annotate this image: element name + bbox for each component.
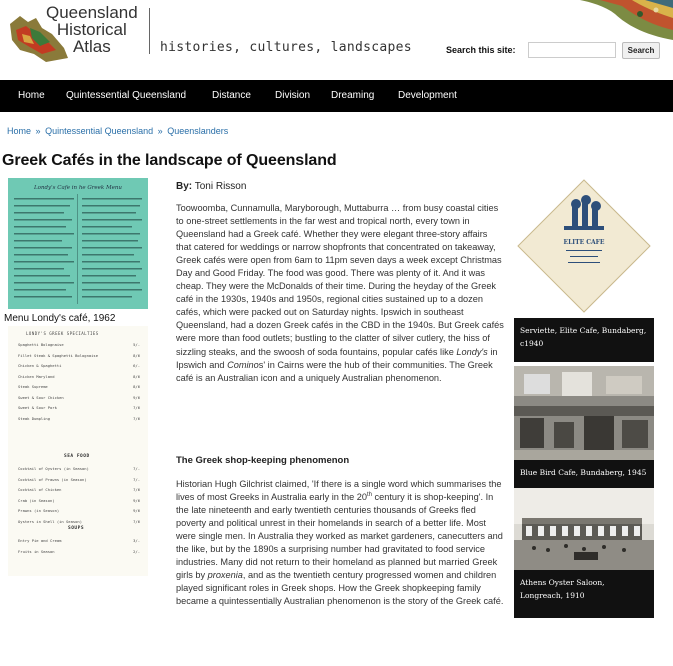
byline [176,181,246,192]
search-input[interactable] [528,42,616,58]
site-header [0,0,673,80]
article-text: Toowoomba, Cunnamulla, Maryborough, Muttaburra … from busy coastal cities to one-street settlements in the far west and tropical north, every town in Queensland had a Greek café. Whether they were elegant three-story affairs that catered for weddings or narrow shopfronts that concentrated on takeaway, Greek cafés were open from 6am to 11pm seven days a week except Christmas Day and Good Friday. The food was good. There was plenty of it. And it was cheap. They were the McDonalds of their time. During the heyday of the Greek café in the 1930s, 1940s and 1950s, regional cities sustained up to a dozen cafés, which were packed out on Saturday nights. Ipswich in southeast Queensland, had a dozen Greek cafés in the CBD in the 1940s. But Greek cafés were more than food outlets; bustling to the clatter of silver cutlery, the hiss of sizzling steaks, and the swoosh of soda fountains, popular cafés like [176,203,504,357]
article-paragraph [176,202,504,385]
blue-bird-cafe-photo [514,366,654,460]
menu-card-item-name: Crab (in Season) [18,497,55,503]
menu-card-item-price: 7/6 [133,518,140,524]
serviette-text: ELITE CAFE [563,239,605,246]
menu-card-item-name: Cocktail of Prawns (in Season) [18,476,87,482]
menu-card-item [18,519,140,524]
menu-card-item [18,416,140,421]
menu-card-item-name: Steak Supreme [18,384,48,389]
menu-card-item-name: Spaghetti Bolognaise [18,342,64,347]
menu-card-item [18,363,140,368]
menu-card-item [18,374,140,379]
menu-card-item-name: Chicken Maryland [18,373,55,379]
svg-text:ELITE CAFE [564,239,605,246]
menu-image[interactable] [8,178,148,309]
menu-card-item-price: 7/6 [133,415,140,421]
article-text: Historian Hugh Gilchrist claimed, 'If there is a single word which summarises the lives of most Greeks in Australia early in the 20 [176,479,502,503]
menu-card-item-price: 8/6 [133,373,140,379]
menu-card-item-price: 7/- [133,476,140,482]
byline-author: Toni Risson [194,181,247,192]
menu-card-item-price: 3/- [133,538,140,543]
nav-item-home[interactable]: Home [18,90,45,101]
breadcrumb-separator: » [157,126,163,136]
menu-card-section-seafood: SEA FOOD [64,454,90,459]
breadcrumb-queenslanders[interactable]: Queenslanders [167,126,229,136]
menu-card-item-name: Prawns (in Season) [18,508,60,513]
byline-label: By: [176,181,193,192]
menu-card-item-price: 7/- [133,466,140,471]
main-nav [0,80,673,112]
menu-card-item-name: Sweet & Sour Chicken [18,394,64,400]
figure-blue-bird-cafe[interactable] [514,366,654,488]
article-emphasis: proxenia [207,570,243,581]
menu-card-item [18,477,140,482]
menu-card-item-name: Cocktail of Oysters (in Season) [18,466,89,471]
menu-card-item [18,395,140,400]
article-text: century it is shop-keeping'. In the late nineteenth and early twentieth centuries thousands of Greeks fled poverty and political unrest in their homelands in search of a better life. Most were single men. In Australia they worked as market gardeners, canecutters and the like, but by the 1890s a surprising number had gravitated to food service industries. Many did not return to their homeland as planned but married Greek girls by [176,492,503,581]
menu-caption: Menu Londy's café, 1962 [4,313,116,324]
article-text: s' in Cairns were the hub of their communities. The Greek café is an Australian icon and a uniquely Australian phenomenon. [176,359,493,383]
menu-card-item [18,405,140,410]
athens-oyster-saloon-photo [514,488,654,570]
menu-card-title: LONDY'S GREEK SPECIALTIES [26,331,99,336]
serviette-image [514,178,654,318]
svg-text:Londy's Cafe in he Greek Menu [33,185,122,191]
breadcrumb-quintessential-queensland[interactable]: Quintessential Queensland [45,126,154,136]
article-text: in Ipswich and [176,346,498,370]
menu-card-item-name: Cocktail of Chicken [18,487,62,492]
page-title: Greek Cafés in the landscape of Queensland [2,152,337,169]
menu-image-art [8,178,148,309]
header-divider [149,8,150,54]
menu-card-item [18,498,140,503]
menu-card-item [18,549,140,554]
nav-item-distance[interactable]: Distance [212,90,251,101]
menu-card-item [18,466,140,471]
menu-card-item-name: Steak Dumpling [18,415,51,421]
menu-card-item [18,487,140,492]
figure-caption: Serviette, Elite Cafe, Bundaberg, c1940 [514,318,654,362]
menu-card-item-name: Fruits in Season [18,548,55,554]
site-title-line2: Historical [56,20,127,39]
article-superscript: th [366,491,372,498]
nav-item-division[interactable]: Division [275,90,311,101]
article-body-section2 [176,478,504,608]
figure-athens-oyster-saloon[interactable] [514,488,654,618]
menu-card-item-price: 7/6 [133,487,140,492]
menu-card-section-soups: SOUPS [68,526,85,531]
figure-serviette[interactable] [514,178,654,362]
menu-card-item-price: 9/6 [133,497,140,503]
menu-card-item-name: Oysters in Shell (in Season) [18,518,83,524]
nav-item-development[interactable]: Development [398,90,457,101]
breadcrumb-separator: » [35,126,41,136]
menu-card-item-price: 8/6 [133,352,140,358]
breadcrumb [7,126,228,136]
breadcrumb-home[interactable]: Home [7,126,32,136]
menu-card-item-price: 7/6 [133,405,140,410]
menu-card-item [18,538,140,543]
figure-caption: Blue Bird Cafe, Bundaberg, 1945 [514,460,654,488]
site-title-line3: Atlas [72,37,111,56]
menu-card-item-price: 8/6 [133,384,140,389]
article-text: , and as the twentieth century progressed women and children played significant roles in Greek shops. How the Greek shopkeeping family became a quintessentially Australian phenomenon is the story of the Greek café. [176,570,504,607]
site-tagline: histories, cultures, landscapes [160,40,412,55]
search-label: Search this site: [446,45,516,55]
menu-card-item-price: 9/6 [133,394,140,400]
menu-card-item-name: Fillet Steak & Spaghetti Bolognaise [18,352,99,358]
menu-card-item [18,384,140,389]
menu-card-item [18,508,140,513]
article-emphasis: Comino [227,359,259,370]
site-title[interactable] [46,4,138,55]
menu-card-item-price: 2/- [133,548,140,554]
header-decorative-art [560,0,673,40]
menu-card-item-name: Chicken & Spaghetti [18,363,62,368]
article-body [176,202,504,385]
menu-card-item-name: Sweet & Sour Pork [18,405,57,410]
figure-caption: Athens Oyster Saloon, Longreach, 1910 [514,570,654,618]
search-button[interactable]: Search [622,42,660,59]
menu-card-item-name: Entry Pie and Cream [18,538,62,543]
menu-card-item-price: 9/6 [133,508,140,513]
nav-item-dreaming[interactable]: Dreaming [331,90,375,101]
article-paragraph [176,478,504,608]
menu-card-item-price: 5/- [133,342,140,347]
site-title-line1: Queensland [46,3,138,22]
menu-image-title: Londy's Cafe in he Greek Menu [34,185,122,191]
article-emphasis: Londy's [456,346,488,357]
nav-item-quintessential-queensland[interactable]: Quintessential Queensland [66,90,187,101]
menu-card-item [18,353,140,358]
menu-card-item-price: 6/- [133,363,140,368]
menu-card-item [18,342,140,347]
menu-card-image[interactable] [8,326,148,576]
section-heading: The Greek shop-keeping phenomenon [176,455,350,466]
